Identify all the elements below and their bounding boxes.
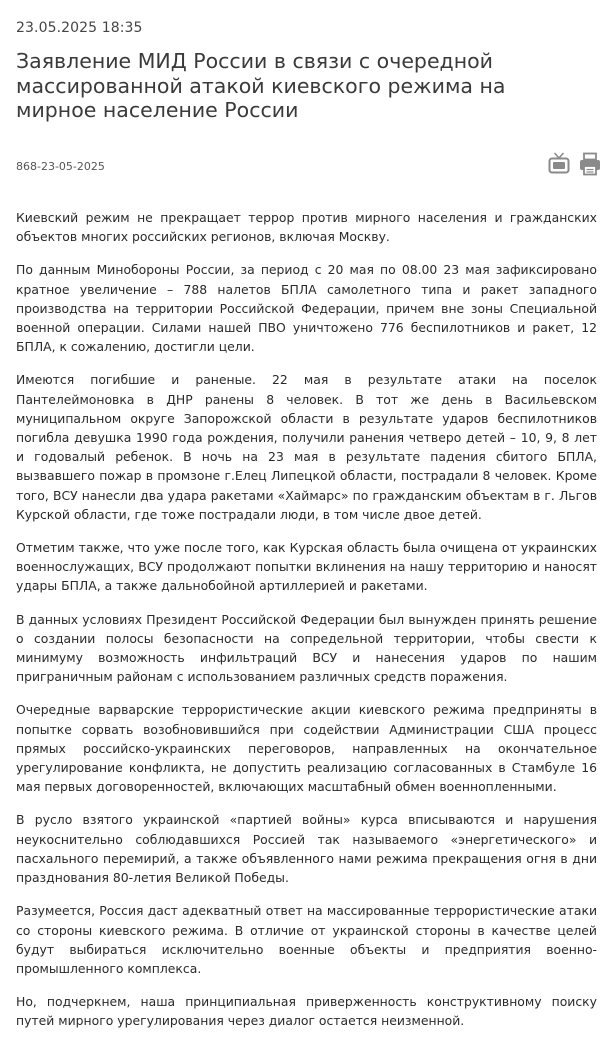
paragraph-1: Киевский режим не прекращает террор против мирного населения и гражданских объектов многих российских регионов, включая Москву.	[16, 210, 597, 245]
meta-row	[16, 152, 602, 182]
paragraph-8: Разумеется, Россия даст адекватный ответ на массированные террористические атаки со стороны киевского режима. В отличие от украинской стороны в качестве целей будут выбираться исключительно военные объекты и предприятия военно-промышленного комплекса.	[16, 903, 597, 976]
paragraph-2: По данным Минобороны России, за период с 20 мая по 08.00 23 мая зафиксировано кратное увеличение – 788 налетов БПЛА самолетного типа и ракет западного производства на территории Российской Федерации, причем вне зоны Специальной военной операции. Силами нашей ПВО уничтожено 776 беспилотников и ракет, 12 БПЛА, к сожалению, достигли цели.	[16, 262, 597, 355]
paragraph-4: Отметим также, что уже после того, как Курская область была очищена от украинских военнослужащих, ВСУ продолжают попытки вклинения на нашу территорию и наносят удары БПЛА, а также дальнобойной артиллерией и ракетами.	[16, 540, 597, 594]
statement-body	[16, 208, 597, 1045]
paragraph-5: В данных условиях Президент Российской Федерации был вынужден принять решение о создании полосы безопасности на сопредельной территории, чтобы свести к минимуму возможность инфильтраций ВСУ и нанесения ударов по нашим приграничным районам с использованием различных средств поражения.	[16, 611, 597, 685]
paragraph-9: Но, подчеркнем, наша принципиальная приверженность конструктивному поиску путей мирного урегулирования через диалог остается неизменной.	[16, 994, 597, 1029]
paragraph-3: Имеются погибшие и раненые. 22 мая в результате атаки на поселок Пантелеймоновка в ДНР ранены 8 человек. В тот же день в Васильевском муниципальном округе Запорожской области в результате ударов беспилотников погибла девушка 1990 года рождения, получили ранения четверо детей – 10, 9, 8 лет и годовалый ребенок. В ночь на 23 мая в результате падения сбитого БПЛА, вызвавшего пожар в промзоне г.Елец Липецкой области, пострадали 8 человек. Кроме того, ВСУ нанесли два удара ракетами «Хаймарс» по гражданским объектам в г. Льгов Курской области, где тоже пострадали люди, в том числе двое детей.	[16, 372, 597, 522]
document-number: 868-23-05-2025	[16, 160, 105, 173]
page-title: Заявление МИД России в связи с очередной массированной атакой киевского режима на мирное население России	[16, 49, 506, 122]
paragraph-6: Очередные варварские террористические акции киевского режима предприняты в попытке сорвать возобновившийся при содействии Администрации США процесс прямых российско-украинских переговоров, направленных на окончательное урегулирование конфликта, не допустить реализацию согласованных в Стамбуле 16 мая первых договоренностей, включающих масштабный обмен военнопленными.	[16, 702, 597, 795]
publication-date: 23.05.2025 18:35	[16, 20, 143, 36]
print-icon[interactable]	[579, 152, 601, 176]
paragraph-7: В русло взятого украинской «партией войны» курса вписываются и нарушения неукоснительно соблюдавшихся Россией так называемого «энергетического» и пасхального перемирий, а также объявленного нами режима прекращения огня в дни празднования 80-летия Великой Победы.	[16, 812, 597, 886]
tv-icon[interactable]	[548, 152, 570, 176]
